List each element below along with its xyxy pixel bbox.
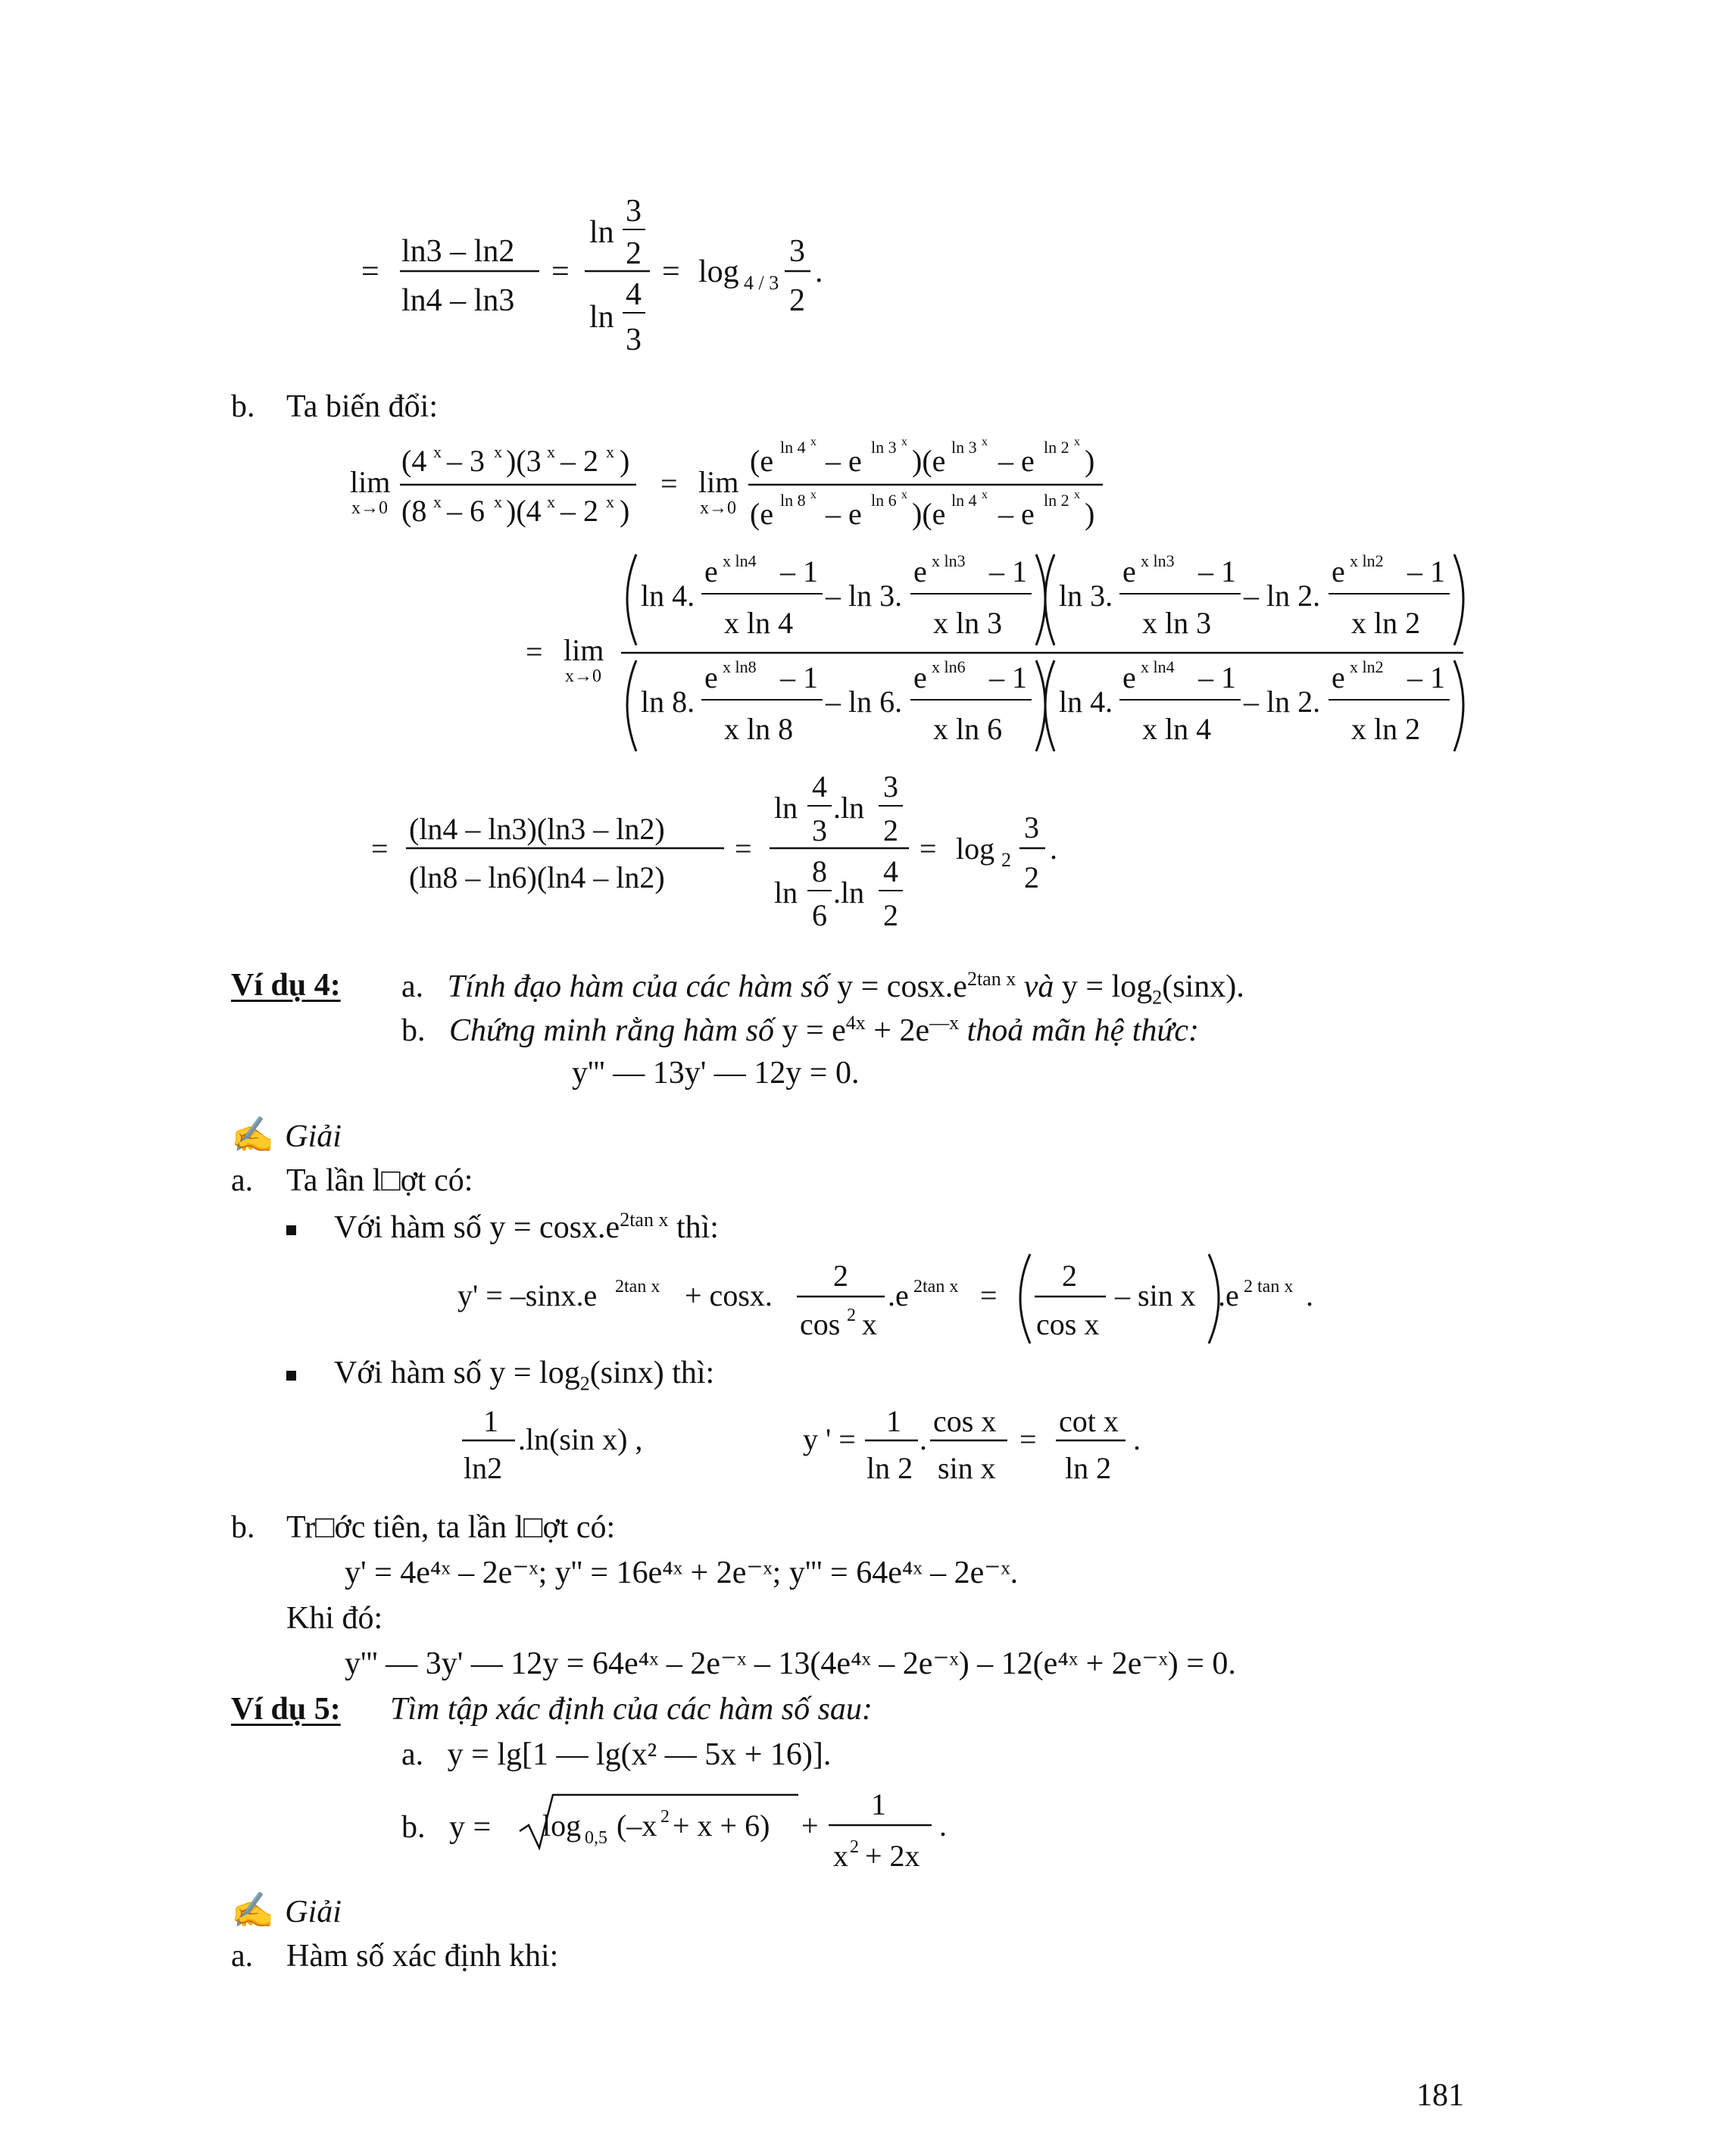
svg-text:cot x: cot x — [1059, 1404, 1119, 1438]
svg-text:=: = — [526, 635, 543, 669]
sol4-bullet1-text: Với hàm số y = cosx.e — [334, 1210, 620, 1245]
svg-text:lim: lim — [698, 465, 739, 499]
svg-text:.e: .e — [1218, 1278, 1239, 1312]
svg-text:sin x: sin x — [938, 1451, 996, 1485]
svg-text:(–x: (–x — [617, 1808, 657, 1843]
svg-text:=: = — [735, 832, 752, 866]
svg-text:x ln 2: x ln 2 — [1351, 606, 1421, 640]
svg-text:ln4 – ln3: ln4 – ln3 — [401, 283, 515, 318]
svg-text:ln 2: ln 2 — [1044, 491, 1069, 510]
svg-text:2: 2 — [833, 1259, 848, 1293]
svg-text:log: log — [542, 1808, 582, 1843]
svg-text:x ln 4: x ln 4 — [724, 606, 794, 640]
sol4-b-prefix: b. — [231, 1510, 255, 1545]
svg-text:3: 3 — [883, 769, 898, 804]
svg-text:– 1: – 1 — [989, 554, 1027, 588]
svg-text:ln: ln — [774, 875, 798, 910]
svg-text:x ln4: x ln4 — [1141, 657, 1175, 676]
svg-text:ln 6: ln 6 — [871, 491, 897, 510]
pen-icon: ✍ — [231, 1891, 275, 1930]
svg-text:x ln2: x ln2 — [1350, 657, 1384, 676]
svg-text:e: e — [704, 554, 718, 588]
svg-text:)(4: )(4 — [506, 494, 542, 528]
example5-b-y: y = — [449, 1810, 492, 1845]
svg-text:.ln: .ln — [833, 875, 865, 910]
example4-b-mid: + 2e — [865, 1013, 930, 1048]
svg-text:2: 2 — [850, 1837, 859, 1857]
svg-text:.e: .e — [888, 1278, 909, 1312]
svg-text:2: 2 — [1024, 860, 1039, 894]
svg-text:(e: (e — [750, 444, 774, 478]
svg-text:x: x — [606, 492, 614, 511]
svg-text:2: 2 — [847, 1306, 856, 1325]
sol4-a-prefix: a. — [231, 1163, 254, 1198]
sol5-a-prefix: a. — [231, 1939, 254, 1974]
example5-a-func: y = lg[1 — lg(x² — 5x + 16)]. — [447, 1737, 832, 1772]
svg-text:ln3 – ln2: ln3 – ln2 — [401, 234, 515, 269]
svg-text:x: x — [433, 442, 442, 461]
svg-text:=: = — [980, 1278, 998, 1312]
svg-text:– 2: – 2 — [560, 494, 598, 528]
svg-text:x ln3: x ln3 — [932, 551, 966, 570]
svg-text:)(3: )(3 — [506, 444, 542, 478]
svg-text:1: 1 — [886, 1404, 901, 1438]
example4-a-text: Tính đạo hàm của các hàm số — [447, 969, 829, 1004]
svg-text:+ cosx.: + cosx. — [685, 1278, 773, 1312]
svg-text:x: x — [810, 435, 816, 448]
svg-text:x: x — [901, 435, 907, 448]
svg-text:– ln 2.: – ln 2. — [1244, 579, 1321, 613]
example4-a-func2-tail: (sinx). — [1162, 969, 1244, 1004]
svg-text:x ln 4: x ln 4 — [1142, 712, 1212, 746]
svg-text:– 1: – 1 — [1198, 660, 1236, 694]
svg-text:x→0: x→0 — [700, 498, 736, 518]
sol4-b-intro: Tr□ớc tiên, ta lần l□ợt có: — [286, 1510, 616, 1545]
svg-text:x→0: x→0 — [351, 498, 388, 518]
svg-text:2: 2 — [1062, 1259, 1077, 1293]
svg-text:(ln4 – ln3)(ln3 – ln2): (ln4 – ln3)(ln3 – ln2) — [409, 812, 665, 846]
svg-text:4: 4 — [812, 769, 827, 804]
svg-text:.ln: .ln — [833, 791, 865, 825]
svg-text:log: log — [698, 254, 739, 289]
svg-text:e: e — [1122, 554, 1136, 588]
svg-text:e: e — [704, 660, 718, 694]
svg-text:– sin x: – sin x — [1115, 1278, 1196, 1312]
svg-text:ln: ln — [774, 791, 798, 825]
svg-text:– ln 6.: – ln 6. — [826, 685, 903, 719]
svg-text:cos x: cos x — [933, 1404, 997, 1438]
example4-a-sub2: 2 — [1152, 986, 1163, 1009]
svg-text:3: 3 — [812, 813, 827, 847]
svg-text:cos x: cos x — [1036, 1307, 1100, 1341]
svg-text:(e: (e — [750, 497, 774, 531]
svg-text:– 2: – 2 — [560, 444, 598, 478]
svg-text:x ln 3: x ln 3 — [1142, 606, 1212, 640]
svg-text:(8: (8 — [401, 494, 427, 528]
sol4-final: y''' — 3y' — 12y = 64e⁴ˣ – 2e⁻ˣ – 13(4e⁴ˣ – 2e⁻ˣ) – 12(e⁴ˣ + 2e⁻ˣ) = 0. — [345, 1646, 1236, 1681]
svg-text:=: = — [361, 254, 379, 289]
sol4-bullet1-tail: thì: — [668, 1210, 719, 1245]
example4-label: Ví dụ 4: — [231, 968, 341, 1003]
svg-text:– 1: – 1 — [1407, 554, 1445, 588]
svg-text:x ln8: x ln8 — [723, 657, 757, 676]
svg-text:x ln4: x ln4 — [723, 551, 757, 570]
sol4-bullet2-sub: 2 — [579, 1372, 590, 1395]
svg-text:=: = — [660, 467, 678, 501]
solution-heading-2 — [231, 1893, 342, 1928]
svg-text:cos: cos — [800, 1307, 841, 1341]
sol4-khi-do: Khi đó: — [286, 1601, 383, 1636]
svg-text:x ln 8: x ln 8 — [724, 712, 794, 746]
svg-text:– ln 2.: – ln 2. — [1244, 685, 1321, 719]
svg-text:ln 3.: ln 3. — [1059, 579, 1113, 613]
svg-text:ln 4.: ln 4. — [1059, 685, 1113, 719]
svg-text:4: 4 — [626, 277, 642, 312]
svg-text:– 6: – 6 — [447, 494, 485, 528]
svg-text:2: 2 — [883, 813, 898, 847]
svg-text:)(e: )(e — [912, 444, 946, 478]
example5-a-prefix: a. — [401, 1737, 424, 1772]
svg-text:3: 3 — [626, 194, 642, 229]
svg-text:3: 3 — [626, 323, 642, 357]
svg-text:lim: lim — [564, 633, 604, 667]
svg-text:x: x — [494, 492, 502, 511]
svg-text:3: 3 — [1024, 810, 1039, 844]
svg-text:log: log — [956, 832, 995, 866]
svg-text:x: x — [862, 1307, 877, 1341]
svg-text:.: . — [1050, 832, 1057, 866]
svg-text:x ln 3: x ln 3 — [933, 606, 1003, 640]
svg-text:x: x — [982, 488, 988, 501]
svg-text:y' = –sinx.e: y' = –sinx.e — [457, 1278, 598, 1312]
svg-text:6: 6 — [812, 898, 827, 932]
example4-b-func: y = e — [782, 1013, 846, 1048]
svg-text:x: x — [433, 492, 442, 511]
example4-a-prefix: a. — [401, 969, 424, 1004]
svg-text:x: x — [1074, 435, 1080, 448]
svg-text:– 1: – 1 — [989, 660, 1027, 694]
svg-text:0,5: 0,5 — [585, 1828, 607, 1848]
sol4-derivs: y' = 4e⁴ˣ – 2e⁻ˣ; y'' = 16e⁴ˣ + 2e⁻ˣ; y''' = 64e⁴ˣ – 2e⁻ˣ. — [345, 1556, 1019, 1590]
svg-text:e: e — [1332, 660, 1345, 694]
svg-text:x ln 2: x ln 2 — [1351, 712, 1421, 746]
svg-text:x: x — [833, 1839, 848, 1873]
svg-text:– 1: – 1 — [780, 660, 818, 694]
svg-text:x: x — [1074, 488, 1080, 501]
part-b-label: b. — [231, 389, 255, 424]
svg-text:ln 3: ln 3 — [951, 438, 977, 457]
example5-label: Ví dụ 5: — [231, 1692, 341, 1727]
example4-a-func1: y = cosx.e — [837, 969, 967, 1004]
svg-text:ln 8.: ln 8. — [641, 685, 695, 719]
sol4-bullet2-tail: (sinx) thì: — [589, 1356, 715, 1390]
svg-text:ln 8: ln 8 — [780, 491, 806, 510]
example4-b-exp1: 4x — [845, 1012, 866, 1034]
sol4-bullet1-exp: 2tan x — [620, 1209, 669, 1231]
svg-text:2: 2 — [660, 1807, 670, 1827]
svg-text:x ln6: x ln6 — [932, 657, 966, 676]
svg-text:=: = — [920, 832, 937, 866]
svg-text:x: x — [547, 492, 555, 511]
svg-text:+: + — [801, 1808, 819, 1843]
example4-b-exp2: —x — [929, 1012, 960, 1034]
svg-text:x: x — [547, 442, 555, 461]
svg-text:=: = — [1019, 1422, 1037, 1456]
svg-text:x: x — [494, 442, 502, 461]
svg-text:ln 2: ln 2 — [1065, 1451, 1112, 1485]
svg-text:2tan x: 2tan x — [615, 1277, 660, 1297]
sol5-a-text: Hàm số xác định khi: — [286, 1939, 559, 1974]
example4-b-text2: thoả mãn hệ thức: — [966, 1013, 1199, 1048]
svg-text:2: 2 — [883, 898, 898, 932]
svg-text:ln 4: ln 4 — [951, 491, 977, 510]
svg-text:2: 2 — [1001, 849, 1011, 871]
svg-text:(4: (4 — [401, 444, 427, 478]
svg-text:e: e — [913, 660, 927, 694]
example4-a-exp1: 2tan x — [966, 968, 1016, 990]
solution-label-1: Giải — [285, 1119, 342, 1154]
svg-text:x: x — [606, 442, 614, 461]
example4-b-prefix: b. — [401, 1013, 426, 1048]
svg-text:.: . — [1306, 1278, 1313, 1312]
svg-text:y ' =: y ' = — [803, 1422, 856, 1456]
svg-text:1: 1 — [871, 1787, 886, 1821]
example5-text: Tìm tập xác định của các hàm số sau: — [390, 1692, 873, 1727]
svg-text:): ) — [1085, 444, 1095, 478]
svg-text:– e: – e — [998, 497, 1035, 531]
svg-text:– e: – e — [998, 444, 1035, 478]
example4-b-text: Chứng minh rằng hàm số — [449, 1013, 774, 1048]
svg-text:– 1: – 1 — [1407, 660, 1445, 694]
svg-text:.: . — [815, 254, 823, 289]
svg-text:+ x + 6): + x + 6) — [673, 1808, 770, 1843]
svg-text:ln2: ln2 — [464, 1451, 503, 1485]
part-b-intro: Ta biến đổi: — [286, 389, 439, 424]
svg-text:ln 3: ln 3 — [871, 438, 897, 457]
example4-a-and: và — [1023, 969, 1054, 1004]
sol4-bullet2-text: Với hàm số y = log — [334, 1356, 580, 1390]
svg-text:2: 2 — [789, 283, 805, 318]
svg-text:– ln 3.: – ln 3. — [826, 579, 903, 613]
svg-text:4: 4 — [883, 854, 898, 888]
svg-text:=: = — [662, 254, 680, 289]
svg-text:ln: ln — [589, 215, 614, 250]
svg-text:ln 4.: ln 4. — [641, 579, 695, 613]
svg-text:=: = — [371, 832, 389, 866]
svg-text:x→0: x→0 — [565, 666, 601, 686]
svg-text:x ln2: x ln2 — [1350, 551, 1384, 570]
svg-text:3: 3 — [789, 234, 805, 269]
svg-text:+ 2x: + 2x — [865, 1839, 920, 1873]
svg-text:lim: lim — [350, 465, 391, 499]
svg-text:x ln 6: x ln 6 — [933, 712, 1003, 746]
svg-text:e: e — [1332, 554, 1345, 588]
svg-text:2 tan x: 2 tan x — [1244, 1277, 1294, 1297]
svg-text:): ) — [1085, 497, 1095, 531]
svg-text:): ) — [620, 494, 630, 528]
svg-text:): ) — [620, 444, 630, 478]
solution-label-2: Giải — [285, 1895, 342, 1930]
svg-text:2: 2 — [626, 236, 642, 271]
svg-text:ln 4: ln 4 — [780, 438, 806, 457]
svg-text:8: 8 — [812, 854, 827, 888]
example4-a-func2: y = log — [1061, 969, 1153, 1004]
svg-text:– 1: – 1 — [780, 554, 818, 588]
svg-text:– 3: – 3 — [447, 444, 485, 478]
svg-text:1: 1 — [483, 1404, 498, 1438]
svg-text:ln 2: ln 2 — [866, 1451, 913, 1485]
svg-text:.: . — [920, 1422, 927, 1456]
svg-text:x ln3: x ln3 — [1141, 551, 1175, 570]
svg-text:.: . — [1133, 1422, 1141, 1456]
pen-icon: ✍ — [231, 1116, 275, 1154]
svg-text:x: x — [810, 488, 816, 501]
svg-text:.: . — [939, 1808, 947, 1843]
svg-text:.ln(sin x) ,: .ln(sin x) , — [518, 1422, 643, 1456]
svg-text:– 1: – 1 — [1198, 554, 1236, 588]
svg-text:4 / 3: 4 / 3 — [744, 272, 779, 294]
svg-text:x: x — [901, 488, 907, 501]
page-number: 181 — [1416, 2078, 1464, 2113]
example5-b-prefix: b. — [401, 1810, 426, 1845]
svg-text:x: x — [982, 435, 988, 448]
svg-text:e: e — [913, 554, 927, 588]
example4-relation: y''' — 13y' — 12y = 0. — [572, 1056, 860, 1091]
svg-text:=: = — [551, 254, 570, 289]
svg-text:e: e — [1122, 660, 1136, 694]
sol4-a-intro: Ta lần l□ợt có: — [286, 1163, 473, 1198]
svg-text:– e: – e — [826, 497, 862, 531]
svg-text:ln 2: ln 2 — [1044, 438, 1069, 457]
svg-text:– e: – e — [826, 444, 862, 478]
svg-text:2tan x: 2tan x — [913, 1277, 959, 1297]
svg-text:ln: ln — [589, 300, 614, 335]
svg-text:(ln8 – ln6)(ln4 – ln2): (ln8 – ln6)(ln4 – ln2) — [409, 860, 665, 894]
svg-text:)(e: )(e — [912, 497, 946, 531]
